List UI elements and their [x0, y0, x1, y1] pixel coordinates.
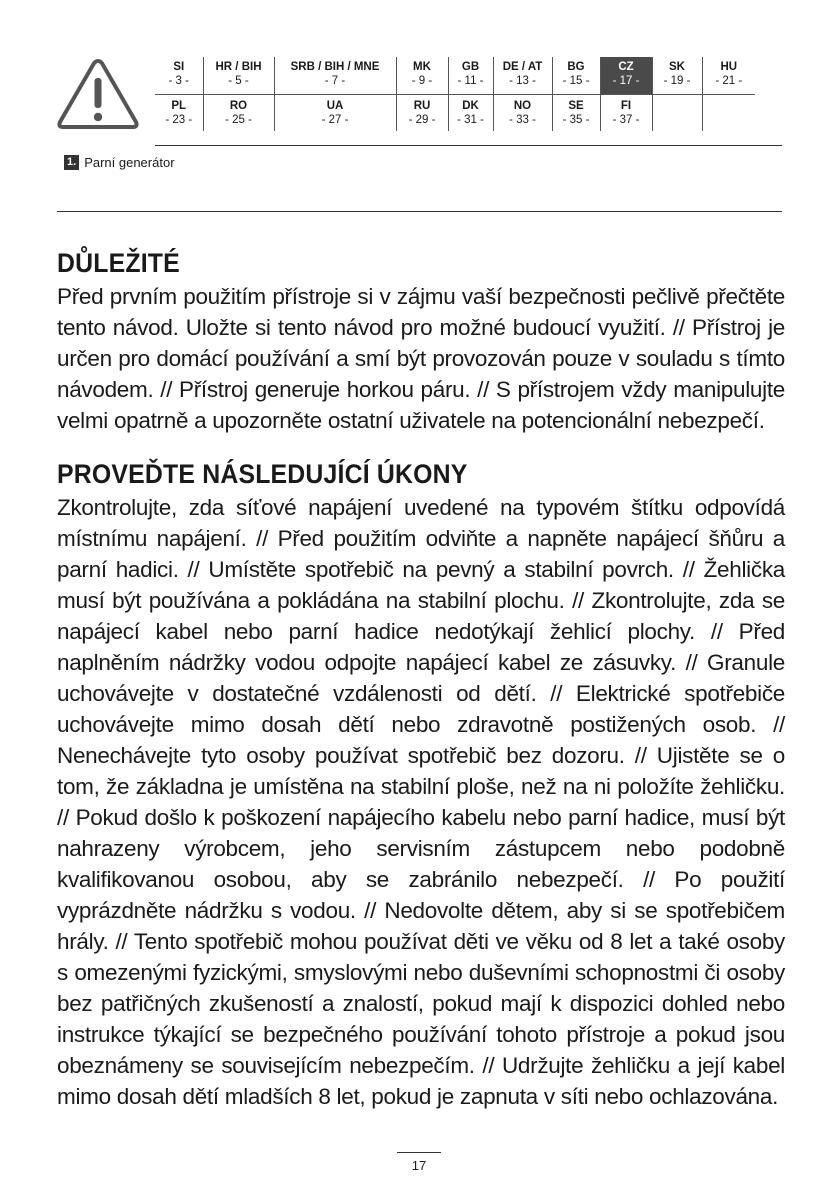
- lang-cell-hr-bih: HR / BIH - 5 -: [203, 57, 274, 94]
- main-content: [57, 245, 785, 1112]
- section-title: Parní generátor: [84, 155, 175, 170]
- lang-cell-si: SI - 3 -: [155, 57, 203, 94]
- lang-cell-gb: GB - 11 -: [448, 57, 493, 94]
- section-divider: [57, 211, 782, 212]
- lang-cell-bg: BG - 15 -: [552, 57, 600, 94]
- lang-cell-cz-active: CZ - 17 -: [600, 57, 652, 94]
- actions-heading: PROVEĎTE NÁSLEDUJÍCÍ ÚKONY: [57, 459, 468, 489]
- important-section: [57, 245, 785, 436]
- lang-cell-hu: HU - 21 -: [702, 57, 755, 94]
- lang-cell-ru: RU - 29 -: [396, 94, 448, 131]
- lang-cell-empty: [652, 94, 702, 131]
- lang-cell-empty: [702, 94, 755, 131]
- lang-cell-mk: MK - 9 -: [396, 57, 448, 94]
- page-number-rule: [397, 1152, 441, 1153]
- lang-cell-srb: SRB / BIH / MNE - 7 -: [274, 57, 396, 94]
- actions-text: Zkontrolujte, zda síťové napájení uvedené na typovém štítku odpovídá místnímu napájení. // Před použitím odviňte a napněte napájecí šňůru a parní hadici. // Umístěte spotřebič na pevný a stabilní povrch. // Žehlička musí být používána a pokládána na stabilní plochu. // Zkontrolujte, zda se napájecí kabel nebo parní hadice nedotýkají žehlicí plochy. // Před naplněním nádržky vodou odpojte napájecí kabel ze zásuvky. // Granule uchovávejte v dostatečné vzdálenosti od dětí. // Elektrické spotřebiče uchovávejte mimo dosah dětí nebo zdravotně postižených osob. // Nenechávejte tyto osoby používat spotřebič bez dozoru. // Ujistěte se o tom, že základna je umístěna na stabilní ploše, než na ni položíte žehličku. // Pokud došlo k poškození napájecího kabelu nebo parní hadice, musí být nahrazeny výrobcem, jeho servisním zástupcem nebo podobně kvalifikovanou osobou, aby se zabránilo nebezpečí. // Po použití vyprázdněte nádržku s vodou. // Nedovolte dětem, aby si se spotřebičem hrály. // Tento spotřebič mohou používat děti ve věku od 8 let a také osoby s omezenými fyzickými, smyslovými nebo duševními schopnostmi či osoby bez patřičných zkušeností a znalostí, pokud mají k dispozici dohled nebo instrukce týkající se bezpečného používání tohoto přístroje a pokud jsou obeznámeny se souvisejícím nebezpečím. // Udržujte žehličku a její kabel mimo dosah dětí mladších 8 let, pokud je zapnuta v síti nebo ochlazována.: [57, 495, 785, 1109]
- lang-cell-no: NO - 33 -: [493, 94, 552, 131]
- lang-cell-fi: FI - 37 -: [600, 94, 652, 131]
- lang-cell-ro: RO - 25 -: [203, 94, 274, 131]
- page-number: 17: [411, 1158, 427, 1173]
- lang-cell-se: SE - 35 -: [552, 94, 600, 131]
- lang-cell-dk: DK - 31 -: [448, 94, 493, 131]
- language-index-table: [155, 57, 755, 131]
- section-number: 1.: [64, 155, 79, 170]
- lang-cell-pl: PL - 23 -: [165, 99, 193, 126]
- section-label: [64, 155, 175, 170]
- important-text: Před prvním použitím přístroje si v zájmu vaší bezpečnosti pečlivě přečtěte tento návod. Uložte si tento návod pro možné budoucí využití. // Přístroj je určen pro domácí používání a smí být provozován pouze v souladu s tímto návodem. // Přístroj generuje horkou páru. // S přístrojem vždy manipulujte velmi opatrně a upozorněte ostatní uživatele na potencionální nebezpečí.: [57, 284, 785, 433]
- lang-cell-ua: UA - 27 -: [274, 94, 396, 131]
- warning-triangle-icon: [55, 56, 141, 132]
- top-divider: [155, 145, 782, 146]
- lang-cell-sk: SK - 19 -: [652, 57, 702, 94]
- important-heading: DŮLEŽITÉ: [57, 248, 180, 278]
- actions-section: [57, 456, 785, 1112]
- lang-cell-de-at: DE / AT - 13 -: [493, 57, 552, 94]
